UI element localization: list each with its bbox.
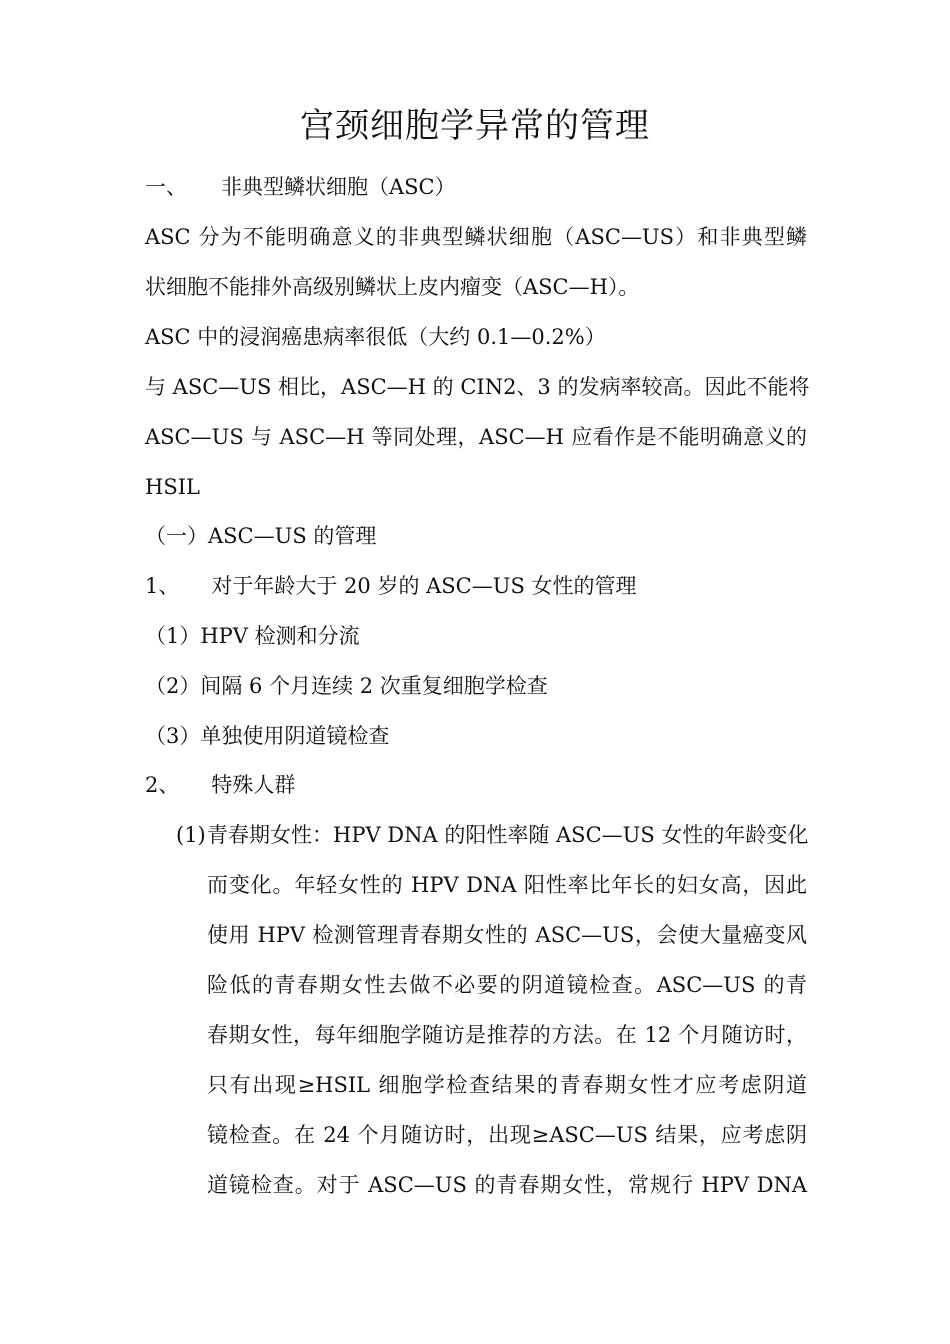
section-marker: 一、 bbox=[145, 175, 187, 199]
paragraph-line: 使用 HPV 检测管理青春期女性的 ASC—US，会使大量癌变风 bbox=[207, 923, 807, 947]
paragraph-3-line-1: 与 ASC—US 相比，ASC—H 的 CIN2、3 的发病率较高。因此不能将 bbox=[145, 375, 810, 399]
section-heading-text: 非典型鳞状细胞（ASC） bbox=[221, 175, 456, 199]
document-title: 宫颈细胞学异常的管理 bbox=[300, 106, 650, 146]
paragraph-line: 春期女性，每年细胞学随访是推荐的方法。在 12 个月随访时， bbox=[207, 1023, 807, 1047]
list-marker: 1、 bbox=[145, 574, 180, 598]
paragraph-line: 而变化。年轻女性的 HPV DNA 阳性率比年长的妇女高，因此 bbox=[207, 873, 807, 897]
paragraph-line: 道镜检查。对于 ASC—US 的青春期女性，常规行 HPV DNA bbox=[207, 1173, 807, 1197]
section-heading-1 bbox=[145, 172, 456, 202]
option-1: （1）HPV 检测和分流 bbox=[145, 624, 360, 648]
list-item-text: 对于年龄大于 20 岁的 ASC—US 女性的管理 bbox=[211, 574, 637, 598]
list-item-text: 特殊人群 bbox=[211, 773, 296, 797]
special-group-marker: (1) bbox=[176, 823, 206, 847]
paragraph-1-line-1: ASC 分为不能明确意义的非典型鳞状细胞（ASC—US）和非典型鳞 bbox=[145, 225, 807, 249]
special-group-paragraph bbox=[207, 810, 807, 1210]
paragraph-3-line-2: ASC—US 与 ASC—H 等同处理，ASC—H 应看作是不能明确意义的 bbox=[145, 425, 807, 449]
list-marker: 2、 bbox=[145, 773, 180, 797]
paragraph-line: 只有出现≥HSIL 细胞学检查结果的青春期女性才应考虑阴道 bbox=[207, 1073, 807, 1097]
option-3: （3）单独使用阴道镜检查 bbox=[145, 724, 390, 748]
paragraph-1-line-2: 状细胞不能排外高级别鳞状上皮内瘤变（ASC—H）。 bbox=[145, 275, 640, 299]
subsection-heading: （一）ASC—US 的管理 bbox=[145, 524, 377, 548]
paragraph-3-line-3: HSIL bbox=[145, 475, 200, 499]
paragraph-line: 险低的青春期女性去做不必要的阴道镜检查。ASC—US 的青 bbox=[207, 973, 807, 997]
paragraph-line: 青春期女性：HPV DNA 的阳性率随 ASC—US 女性的年龄变化 bbox=[207, 823, 809, 847]
option-2: （2）间隔 6 个月连续 2 次重复细胞学检查 bbox=[145, 674, 548, 698]
paragraph-line: 镜检查。在 24 个月随访时，出现≥ASC—US 结果，应考虑阴 bbox=[207, 1123, 807, 1147]
list-item-1 bbox=[145, 571, 637, 601]
list-item-2 bbox=[145, 770, 295, 800]
paragraph-2: ASC 中的浸润癌患病率很低（大约 0.1—0.2%） bbox=[145, 325, 606, 349]
